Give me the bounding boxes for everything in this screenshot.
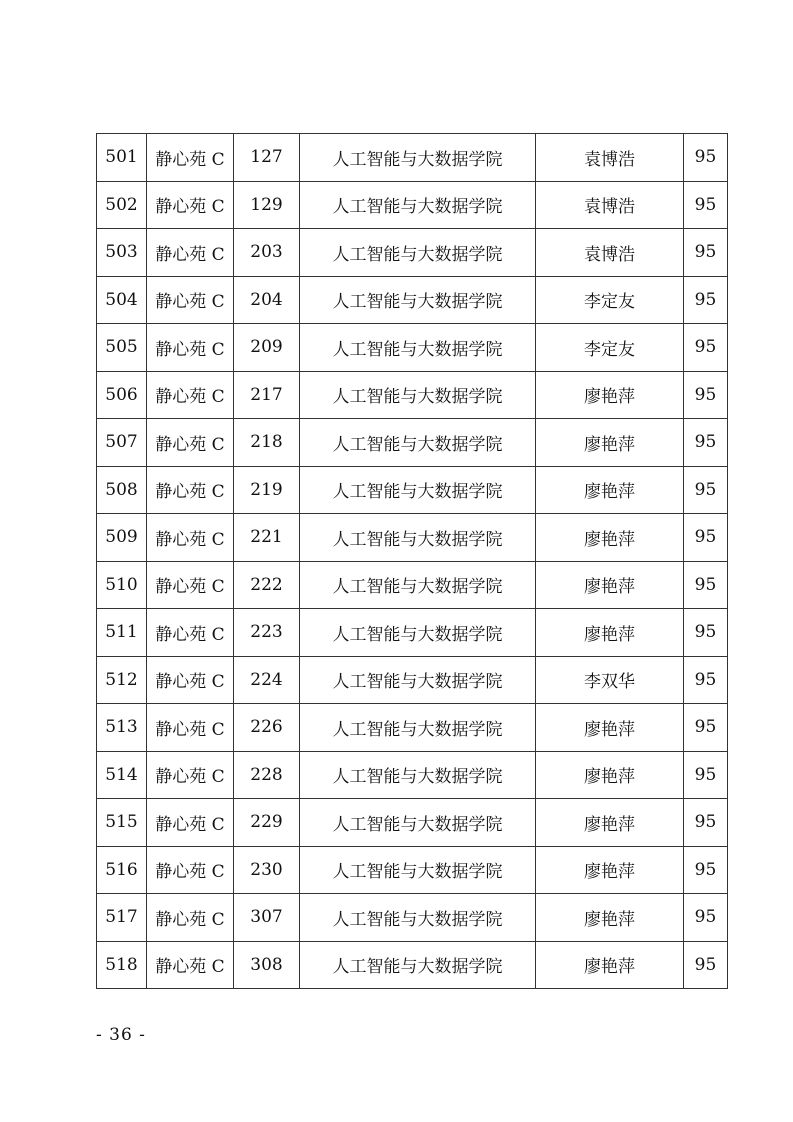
college-cell: 人工智能与大数据学院 [300, 466, 536, 514]
score-cell: 95 [684, 466, 728, 514]
table-row [97, 609, 728, 657]
room-number-cell: 217 [234, 371, 300, 419]
score-cell: 95 [684, 134, 728, 182]
page-number: - 36 - [96, 1025, 146, 1045]
college-cell: 人工智能与大数据学院 [300, 324, 536, 372]
building-cell: 静心苑 C [147, 181, 234, 229]
score-cell: 95 [684, 704, 728, 752]
college-cell: 人工智能与大数据学院 [300, 846, 536, 894]
row-number-cell: 511 [97, 609, 147, 657]
table-row [97, 181, 728, 229]
table-row [97, 894, 728, 942]
table-row [97, 799, 728, 847]
score-cell: 95 [684, 609, 728, 657]
manager-cell: 袁博浩 [536, 134, 684, 182]
room-number-cell: 218 [234, 419, 300, 467]
college-cell: 人工智能与大数据学院 [300, 894, 536, 942]
room-number-cell: 226 [234, 704, 300, 752]
manager-cell: 廖艳萍 [536, 466, 684, 514]
manager-cell: 李双华 [536, 656, 684, 704]
manager-cell: 廖艳萍 [536, 561, 684, 609]
manager-cell: 袁博浩 [536, 229, 684, 277]
building-cell: 静心苑 C [147, 466, 234, 514]
score-cell: 95 [684, 419, 728, 467]
table-row [97, 656, 728, 704]
manager-cell: 廖艳萍 [536, 751, 684, 799]
table-row [97, 419, 728, 467]
building-cell: 静心苑 C [147, 276, 234, 324]
manager-cell: 廖艳萍 [536, 514, 684, 562]
table-row [97, 276, 728, 324]
manager-cell: 袁博浩 [536, 181, 684, 229]
building-cell: 静心苑 C [147, 656, 234, 704]
table-row [97, 324, 728, 372]
building-cell: 静心苑 C [147, 894, 234, 942]
building-cell: 静心苑 C [147, 751, 234, 799]
college-cell: 人工智能与大数据学院 [300, 609, 536, 657]
score-cell: 95 [684, 371, 728, 419]
college-cell: 人工智能与大数据学院 [300, 656, 536, 704]
table-row [97, 229, 728, 277]
row-number-cell: 502 [97, 181, 147, 229]
row-number-cell: 508 [97, 466, 147, 514]
room-number-cell: 229 [234, 799, 300, 847]
row-number-cell: 504 [97, 276, 147, 324]
table-row [97, 514, 728, 562]
college-cell: 人工智能与大数据学院 [300, 799, 536, 847]
row-number-cell: 507 [97, 419, 147, 467]
row-number-cell: 515 [97, 799, 147, 847]
score-cell: 95 [684, 894, 728, 942]
table-row [97, 466, 728, 514]
row-number-cell: 512 [97, 656, 147, 704]
score-cell: 95 [684, 561, 728, 609]
building-cell: 静心苑 C [147, 799, 234, 847]
table-row [97, 561, 728, 609]
room-number-cell: 223 [234, 609, 300, 657]
room-number-cell: 307 [234, 894, 300, 942]
score-cell: 95 [684, 799, 728, 847]
manager-cell: 廖艳萍 [536, 371, 684, 419]
building-cell: 静心苑 C [147, 514, 234, 562]
manager-cell: 廖艳萍 [536, 609, 684, 657]
building-cell: 静心苑 C [147, 846, 234, 894]
row-number-cell: 503 [97, 229, 147, 277]
college-cell: 人工智能与大数据学院 [300, 134, 536, 182]
table-body [97, 134, 728, 989]
score-cell: 95 [684, 846, 728, 894]
building-cell: 静心苑 C [147, 371, 234, 419]
building-cell: 静心苑 C [147, 609, 234, 657]
room-number-cell: 222 [234, 561, 300, 609]
manager-cell: 廖艳萍 [536, 799, 684, 847]
table-row [97, 371, 728, 419]
table-row [97, 704, 728, 752]
building-cell: 静心苑 C [147, 941, 234, 989]
building-cell: 静心苑 C [147, 134, 234, 182]
row-number-cell: 501 [97, 134, 147, 182]
room-number-cell: 224 [234, 656, 300, 704]
room-number-cell: 204 [234, 276, 300, 324]
room-number-cell: 308 [234, 941, 300, 989]
manager-cell: 廖艳萍 [536, 704, 684, 752]
score-cell: 95 [684, 656, 728, 704]
college-cell: 人工智能与大数据学院 [300, 514, 536, 562]
room-number-cell: 221 [234, 514, 300, 562]
row-number-cell: 516 [97, 846, 147, 894]
room-number-cell: 129 [234, 181, 300, 229]
room-number-cell: 230 [234, 846, 300, 894]
college-cell: 人工智能与大数据学院 [300, 181, 536, 229]
score-cell: 95 [684, 514, 728, 562]
table-row [97, 134, 728, 182]
row-number-cell: 509 [97, 514, 147, 562]
building-cell: 静心苑 C [147, 561, 234, 609]
row-number-cell: 514 [97, 751, 147, 799]
score-cell: 95 [684, 324, 728, 372]
row-number-cell: 506 [97, 371, 147, 419]
table-row [97, 941, 728, 989]
room-number-cell: 219 [234, 466, 300, 514]
dormitory-score-table [96, 133, 728, 989]
score-cell: 95 [684, 181, 728, 229]
building-cell: 静心苑 C [147, 704, 234, 752]
manager-cell: 廖艳萍 [536, 941, 684, 989]
room-number-cell: 228 [234, 751, 300, 799]
building-cell: 静心苑 C [147, 324, 234, 372]
college-cell: 人工智能与大数据学院 [300, 419, 536, 467]
manager-cell: 廖艳萍 [536, 846, 684, 894]
room-number-cell: 203 [234, 229, 300, 277]
table-row [97, 751, 728, 799]
college-cell: 人工智能与大数据学院 [300, 229, 536, 277]
score-cell: 95 [684, 276, 728, 324]
room-number-cell: 209 [234, 324, 300, 372]
table-row [97, 846, 728, 894]
manager-cell: 李定友 [536, 276, 684, 324]
row-number-cell: 513 [97, 704, 147, 752]
row-number-cell: 505 [97, 324, 147, 372]
manager-cell: 李定友 [536, 324, 684, 372]
college-cell: 人工智能与大数据学院 [300, 704, 536, 752]
score-cell: 95 [684, 941, 728, 989]
score-cell: 95 [684, 229, 728, 277]
manager-cell: 廖艳萍 [536, 419, 684, 467]
row-number-cell: 518 [97, 941, 147, 989]
score-cell: 95 [684, 751, 728, 799]
manager-cell: 廖艳萍 [536, 894, 684, 942]
college-cell: 人工智能与大数据学院 [300, 561, 536, 609]
college-cell: 人工智能与大数据学院 [300, 751, 536, 799]
college-cell: 人工智能与大数据学院 [300, 371, 536, 419]
row-number-cell: 517 [97, 894, 147, 942]
building-cell: 静心苑 C [147, 419, 234, 467]
row-number-cell: 510 [97, 561, 147, 609]
college-cell: 人工智能与大数据学院 [300, 276, 536, 324]
room-number-cell: 127 [234, 134, 300, 182]
building-cell: 静心苑 C [147, 229, 234, 277]
college-cell: 人工智能与大数据学院 [300, 941, 536, 989]
